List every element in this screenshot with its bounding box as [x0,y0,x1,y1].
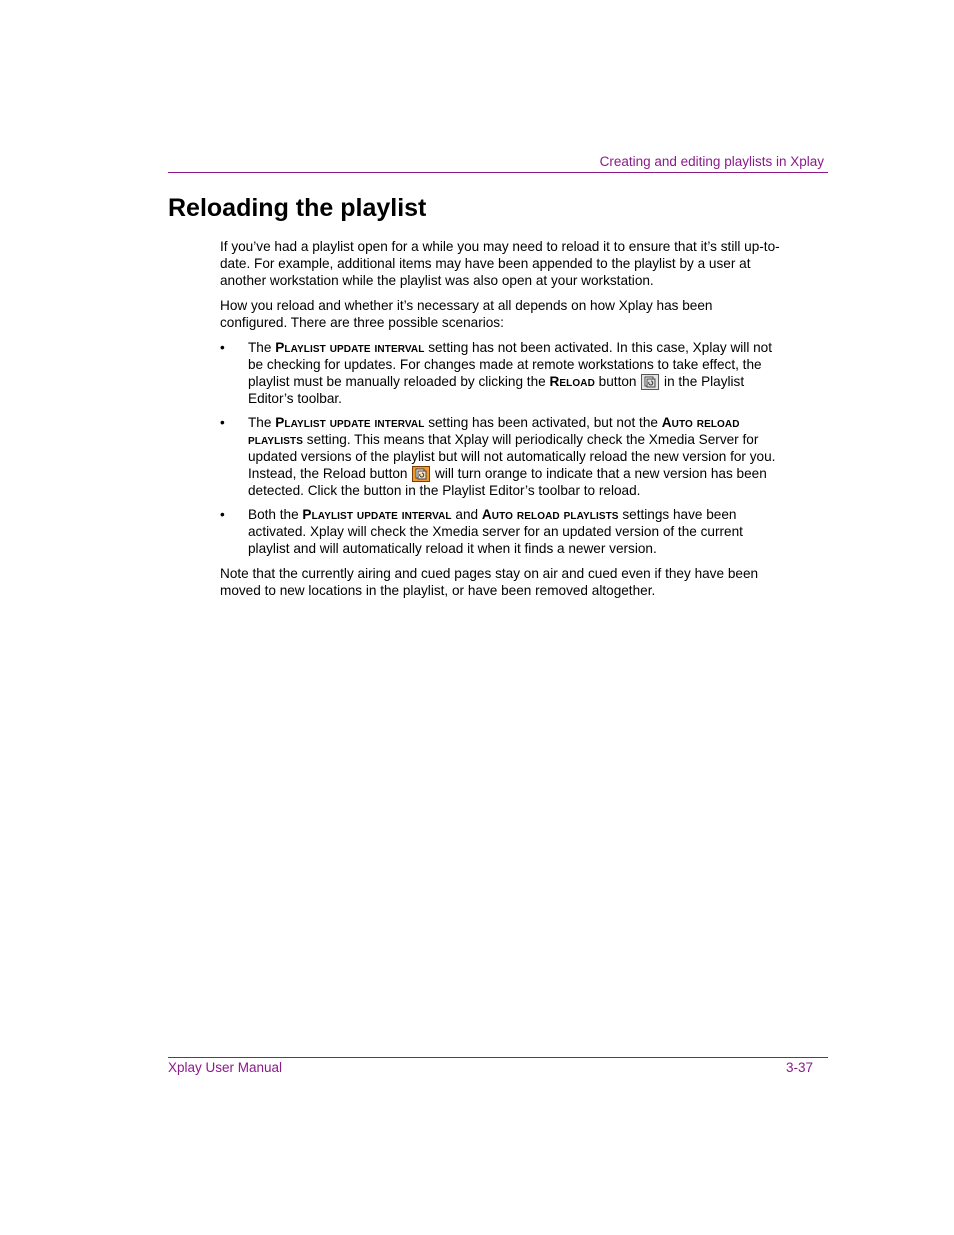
bullet-marker: • [220,415,225,430]
text-run: setting has been activated, but not the [424,415,662,430]
setting-name: Auto reload playlists [248,415,740,447]
page-title: Reloading the playlist [168,194,427,222]
text-run: will turn orange to indicate that a new version has been detected. Click the button in the Playlist Editor’s toolbar to reload. [248,466,767,498]
list-item [220,339,780,407]
text-run: settings have been activated. Xplay will check the Xmedia server for an updated version of the current playlist and will automatically reload it when it finds a newer version. [248,507,743,556]
paragraph-note: Note that the currently airing and cued pages stay on air and cued even if they have been moved to new locations in the playlist, or have been removed altogether. [220,566,759,598]
paragraph-scenarios: How you reload and whether it’s necessary at all depends on how Xplay has been configured. There are three possible scenarios: [220,298,713,330]
setting-name: Auto reload playlists [481,507,619,522]
setting-name: Playlist update interval [302,507,452,522]
text-run: The [248,340,276,355]
text-run: and [451,507,482,522]
text-run: The [248,415,276,430]
list-item [220,506,780,557]
header-rule [168,172,828,173]
text-run: button [594,374,641,389]
footer-manual-title: Xplay User Manual [168,1060,283,1075]
text-run: setting. This means that Xplay will periodically check the Xmedia Server for updated versions of the playlist but will not automatically reload the new version for you. Instead, the Reload button [248,432,776,481]
setting-name: Playlist update interval [275,340,425,355]
bullet-marker: • [220,507,225,522]
text-run: Both the [248,507,303,522]
running-header: Creating and editing playlists in Xplay [599,154,824,169]
body-text [220,238,780,607]
setting-name: Playlist update interval [275,415,425,430]
scenario-list [220,339,780,557]
reload-icon [641,374,659,390]
page-number: 3-37 [786,1060,814,1075]
text-run: setting has not been activated. In this case, Xplay will not be checking for updates. For changes made at remote workstations to take effect, the playlist must be manually reloaded by clicking the [248,340,773,389]
reload-icon-orange [412,466,430,482]
footer-rule [168,1057,828,1058]
bullet-marker: • [220,340,225,355]
list-item [220,414,780,499]
paragraph-intro: If you’ve had a playlist open for a while you may need to reload it to ensure that it’s still up-to-date. For example, additional items may have been appended to the playlist by a user at another workstation while the playlist was also open at your workstation. [220,239,780,288]
button-name: Reload [549,374,595,389]
text-run: in the Playlist Editor’s toolbar. [248,374,745,406]
